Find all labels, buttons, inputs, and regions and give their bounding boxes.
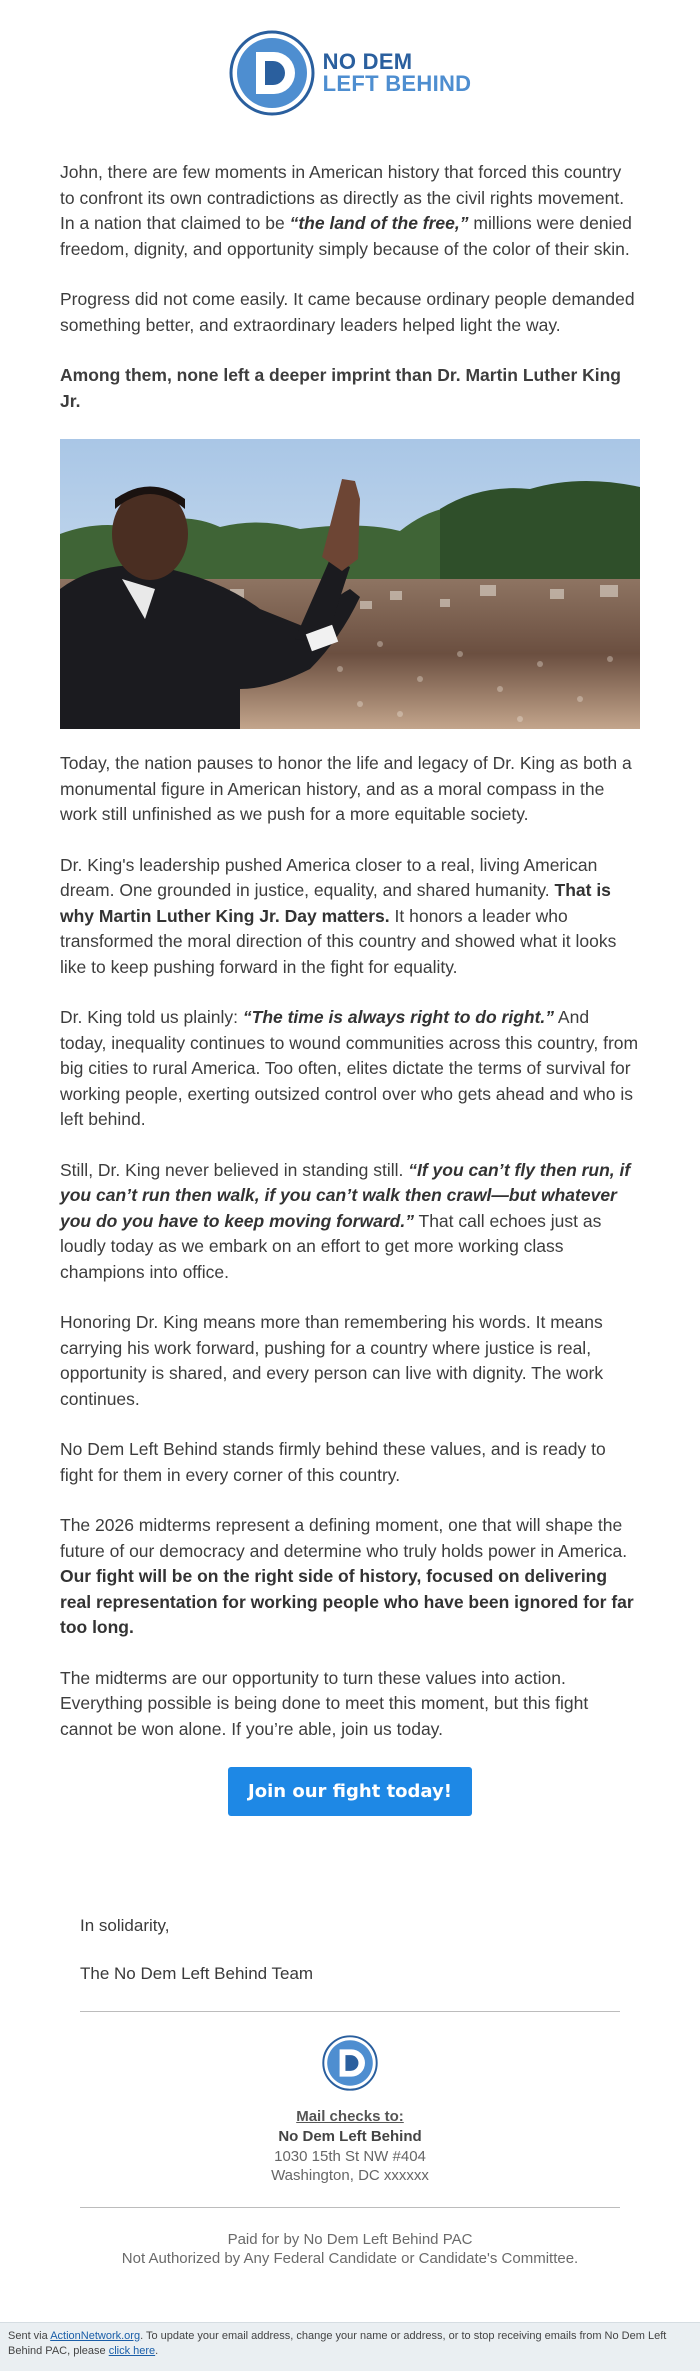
- p1-text-a: John, there are few moments in American history that forced this country to confront its own contradictions as directly as the civil rights movement. In a nation that claimed to be: [60, 162, 625, 233]
- paragraph-6: [60, 1005, 640, 1133]
- paragraph-4: Today, the nation pauses to honor the life and legacy of Dr. King as both a monumental figure in American history, and as a moral compass in the work still unfinished as we push for a more equitable society.: [60, 753, 632, 824]
- mailing-info: [80, 2035, 620, 2208]
- logo-mark-icon: [229, 30, 315, 116]
- brand-name-line1: NO DEM: [322, 49, 413, 74]
- paragraph-11: The midterms are our opportunity to turn these values into action. Everything possible is being done to meet this moment, but this fight cannot be won alone. If you’re able, join us today.: [60, 1667, 589, 1739]
- unsubscribe-text: . To update your email address, change your name or address, or to stop receiving emails from No Dem Left Behind PAC, please: [8, 2330, 667, 2357]
- mail-address-1: 1030 15th St NW #404: [274, 2148, 426, 2165]
- signoff: [80, 1915, 620, 2012]
- brand-logo[interactable]: [229, 30, 472, 116]
- p7-text-a: Still, Dr. King never believed in standing still.: [60, 1159, 409, 1180]
- paragraph-9: No Dem Left Behind stands firmly behind these values, and is ready to fight for them in every corner of this country.: [60, 1439, 606, 1485]
- actionnetwork-link[interactable]: ActionNetwork.org: [50, 2330, 141, 2342]
- p7-text-b: That call echoes just as loudly today as we embark on an effort to get more working class champions into office.: [60, 1210, 602, 1282]
- brand-name: [323, 51, 472, 95]
- footer-logo: [80, 2035, 620, 2091]
- p6-text-a: Dr. King told us plainly:: [60, 1007, 243, 1027]
- mail-address-2: Washington, DC xxxxxx: [271, 2167, 429, 2184]
- disclaimer: [0, 2230, 700, 2268]
- crowd-photo-illustration: [60, 439, 640, 729]
- mlk-hero-image: [60, 439, 640, 729]
- signoff-line-2: The No Dem Left Behind Team: [80, 1964, 314, 1983]
- paragraph-5: [60, 853, 640, 981]
- p10-text-a: The 2026 midterms represent a defining moment, one that will shape the future of our democracy and determine who truly holds power in America.: [60, 1515, 628, 1561]
- mail-checks-title: Mail checks to:: [296, 2108, 404, 2125]
- unsubscribe-bar: [0, 2322, 700, 2371]
- paragraph-8: Honoring Dr. King means more than remembering his words. It means carrying his work forward, pushing for a country where justice is real, opportunity is shared, and every person can live with dignity. The work continues.: [60, 1312, 604, 1409]
- p1-text-b: millions were denied freedom, dignity, and opportunity simply because of the color of their skin.: [60, 213, 632, 259]
- footer-logo-mark-icon: [322, 2035, 378, 2091]
- paragraph-2: Progress did not come easily. It came because ordinary people demanded something better, and extraordinary leaders helped light the way.: [60, 289, 635, 335]
- signoff-line-1: In solidarity,: [80, 1916, 170, 1935]
- p5-text-b: It honors a leader who transformed the moral direction of this country and showed what it looks like to keep pushing forward in the fight for equality.: [60, 905, 617, 977]
- p1-quote: “the land of the free,”: [289, 213, 469, 233]
- p6-quote: “The time is always right to do right.”: [242, 1007, 555, 1027]
- unsubscribe-end: .: [155, 2345, 159, 2357]
- cta-container: [60, 1767, 640, 1816]
- header: [0, 30, 700, 116]
- sent-via-text: Sent via: [8, 2330, 51, 2342]
- paragraph-7: [60, 1158, 640, 1286]
- paragraph-3-heading: Among them, none left a deeper imprint than Dr. Martin Luther King Jr.: [60, 365, 621, 411]
- disclaimer-line-1: Paid for by No Dem Left Behind PAC: [227, 2231, 473, 2248]
- paragraph-10: [60, 1513, 640, 1641]
- paragraph-1: [60, 160, 640, 262]
- p5-text-a: Dr. King's leadership pushed America closer to a real, living American dream. One grounded in justice, equality, and shared humanity.: [60, 854, 598, 900]
- join-fight-button[interactable]: Join our fight today!: [228, 1767, 472, 1816]
- p6-text-b: And today, inequality continues to wound communities across this country, from big cities to rural America. Too often, elites dictate the terms of survival for working people, exerting outsized control over who gets ahead and who is left behind.: [60, 1007, 639, 1129]
- email-body: [60, 160, 640, 1874]
- divider-bottom: [80, 2207, 620, 2208]
- p5-bold: That is why Martin Luther King Jr. Day matters.: [60, 880, 611, 926]
- p10-bold: Our fight will be on the right side of history, focused on delivering real representation for working people who have been ignored for far too long.: [60, 1566, 634, 1637]
- divider-top: [80, 2011, 620, 2012]
- disclaimer-line-2: Not Authorized by Any Federal Candidate or Candidate's Committee.: [121, 2250, 579, 2267]
- mail-recipient: No Dem Left Behind: [278, 2128, 422, 2145]
- brand-name-line2: LEFT BEHIND: [322, 71, 472, 96]
- click-here-link[interactable]: click here: [108, 2345, 156, 2357]
- p7-quote: “If you can’t fly then run, if you can’t run then walk, if you can’t walk then crawl—but whatever you do you have to keep moving forward.”: [60, 1159, 631, 1231]
